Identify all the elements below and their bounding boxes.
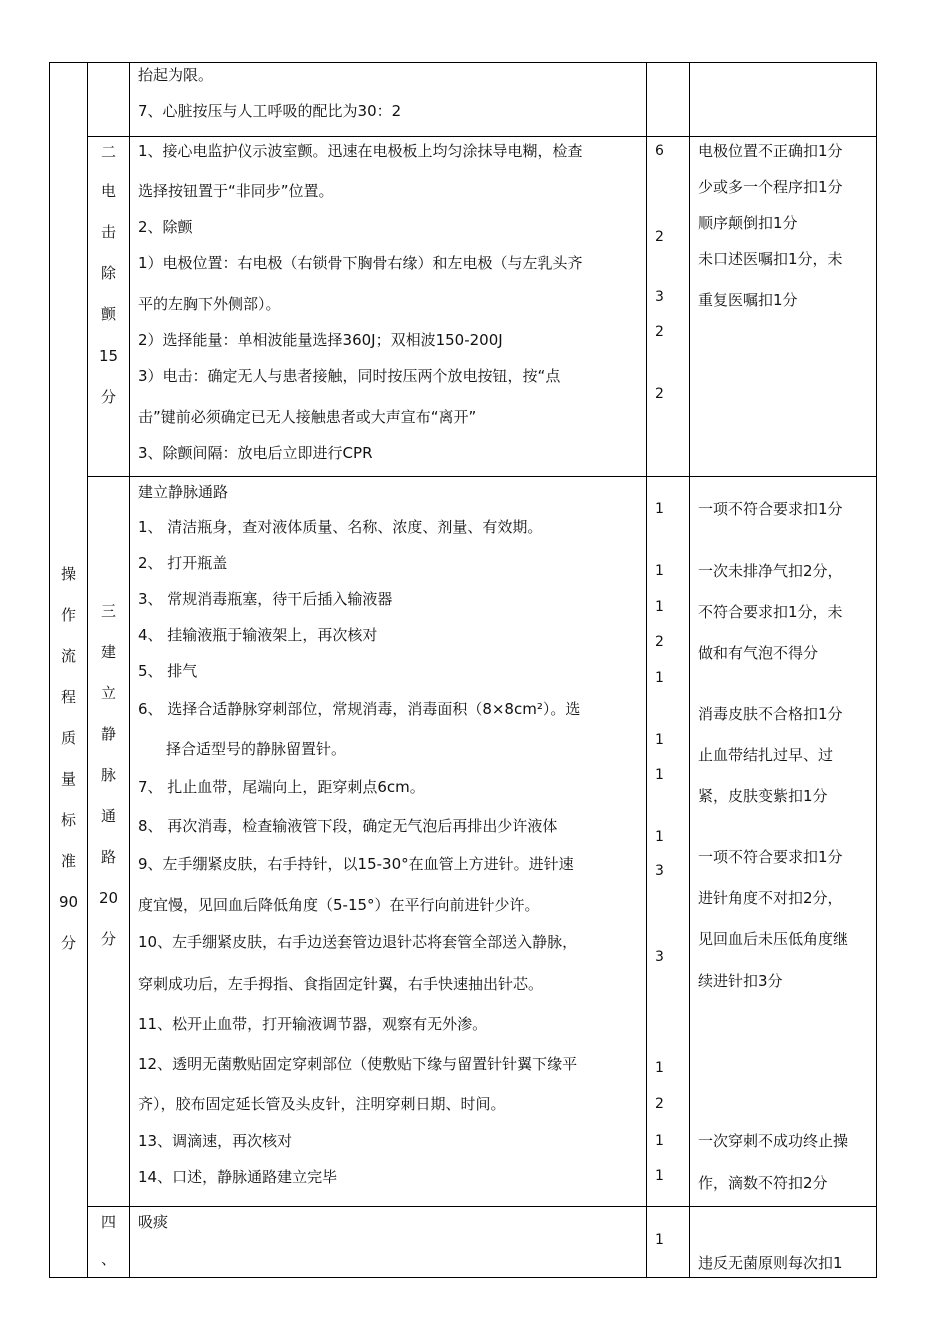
score-value: 1 bbox=[655, 1168, 664, 1184]
deduction-line: 一项不符合要求扣1分 bbox=[698, 848, 843, 866]
deduction-line: 顺序颠倒扣1分 bbox=[698, 214, 798, 232]
score-value: 1 bbox=[655, 1060, 664, 1076]
score-value: 1 bbox=[655, 1133, 664, 1149]
content-line: 2、除颤 bbox=[138, 218, 193, 236]
section-title-char: 除 bbox=[100, 264, 116, 282]
score-value: 2 bbox=[655, 386, 664, 402]
table-right-border bbox=[876, 62, 877, 1278]
content-line: 择合适型号的静脉留置针。 bbox=[166, 740, 347, 758]
col-divider-2 bbox=[129, 62, 130, 1278]
row-divider-3 bbox=[87, 1206, 877, 1207]
deduction-line: 紧，皮肤变紫扣1分 bbox=[698, 787, 828, 805]
content-line: 7、心脏按压与人工呼吸的配比为30：2 bbox=[138, 102, 402, 120]
content-line: 5、 排气 bbox=[138, 662, 198, 680]
content-line: 14、口述，静脉通路建立完毕 bbox=[138, 1168, 338, 1186]
content-line: 10、左手绷紧皮肤，右手边送套管边退针芯将套管全部送入静脉， bbox=[138, 933, 578, 951]
section-title-char: 击 bbox=[100, 223, 116, 241]
score-value: 1 bbox=[655, 599, 664, 615]
category-char: 作 bbox=[60, 606, 76, 624]
deduction-line: 违反无菌原则每次扣1 bbox=[698, 1254, 843, 1272]
deduction-line: 重复医嘱扣1分 bbox=[698, 291, 798, 309]
section-title-char: 脉 bbox=[100, 766, 116, 784]
section-title-char: 建 bbox=[100, 643, 116, 661]
section-title-char: 分 bbox=[100, 388, 116, 406]
category-char: 程 bbox=[60, 688, 76, 706]
section-title-char: 四 bbox=[100, 1213, 116, 1231]
content-line: 3、 常规消毒瓶塞，待干后插入输液器 bbox=[138, 590, 393, 608]
deduction-line: 见回血后未压低角度继 bbox=[698, 930, 849, 948]
content-line: 吸痰 bbox=[138, 1213, 169, 1231]
score-value: 3 bbox=[655, 863, 664, 879]
content-line: 6、 选择合适静脉穿刺部位，常规消毒，消毒面积（8×8cm²）。选 bbox=[138, 700, 581, 718]
section-title-char: 三 bbox=[100, 602, 116, 620]
col-divider-1 bbox=[87, 62, 88, 1278]
section-title-char: 二 bbox=[100, 143, 116, 161]
score-value: 1 bbox=[655, 501, 664, 517]
score-value: 2 bbox=[655, 229, 664, 245]
content-line: 抬起为限。 bbox=[138, 66, 214, 84]
score-value: 6 bbox=[655, 143, 664, 159]
deduction-line: 止血带结扎过早、过 bbox=[698, 746, 834, 764]
content-line: 4、 挂输液瓶于输液架上，再次核对 bbox=[138, 626, 378, 644]
content-line: 3、除颤间隔：放电后立即进行CPR bbox=[138, 444, 373, 462]
content-line: 平的左胸下外侧部）。 bbox=[138, 295, 281, 313]
col-divider-3 bbox=[646, 62, 647, 1278]
deduction-line: 一项不符合要求扣1分 bbox=[698, 500, 843, 518]
section-title-char: 立 bbox=[100, 684, 116, 702]
category-char: 量 bbox=[60, 770, 76, 788]
section-title-char: 15 bbox=[98, 347, 119, 365]
score-value: 1 bbox=[655, 732, 664, 748]
deduction-line: 一次穿刺不成功终止操 bbox=[698, 1132, 849, 1150]
score-value: 2 bbox=[655, 634, 664, 650]
row-divider-1 bbox=[87, 136, 877, 137]
deduction-line: 做和有气泡不得分 bbox=[698, 644, 819, 662]
deduction-line: 不符合要求扣1分，未 bbox=[698, 603, 843, 621]
score-value: 3 bbox=[655, 949, 664, 965]
category-char: 操 bbox=[60, 565, 76, 583]
deduction-line: 一次未排净气扣2分， bbox=[698, 562, 843, 580]
content-line: 13、调滴速，再次核对 bbox=[138, 1132, 293, 1150]
category-char: 准 bbox=[60, 852, 76, 870]
table-bottom-border bbox=[49, 1277, 877, 1278]
deduction-line: 作，滴数不符扣2分 bbox=[698, 1174, 828, 1192]
score-value: 2 bbox=[655, 324, 664, 340]
section-title-char: 路 bbox=[100, 848, 116, 866]
category-char: 90 bbox=[58, 893, 79, 911]
section-title-char: 、 bbox=[100, 1250, 116, 1268]
content-line: 建立静脉通路 bbox=[138, 483, 229, 501]
section-title-char: 电 bbox=[100, 182, 116, 200]
deduction-line: 续进针扣3分 bbox=[698, 972, 783, 990]
section-title-char: 静 bbox=[100, 725, 116, 743]
section-title-char: 通 bbox=[100, 807, 116, 825]
content-line: 选择按钮置于“非同步”位置。 bbox=[138, 182, 334, 200]
score-value: 1 bbox=[655, 1232, 664, 1248]
score-value: 1 bbox=[655, 829, 664, 845]
content-line: 齐），胶布固定延长管及头皮针，注明穿刺日期、时间。 bbox=[138, 1095, 506, 1113]
section-title-char: 分 bbox=[100, 930, 116, 948]
score-value: 1 bbox=[655, 670, 664, 686]
content-line: 8、 再次消毒，检查输液管下段，确定无气泡后再排出少许液体 bbox=[138, 817, 558, 835]
deduction-line: 消毒皮肤不合格扣1分 bbox=[698, 705, 843, 723]
content-line: 11、松开止血带，打开输液调节器，观察有无外渗。 bbox=[138, 1015, 488, 1033]
section-title-char: 20 bbox=[98, 889, 119, 907]
content-line: 2、 打开瓶盖 bbox=[138, 554, 228, 572]
content-line: 1、接心电监护仪示波室颤。迅速在电极板上均匀涂抹导电糊，检查 bbox=[138, 142, 583, 160]
category-char: 流 bbox=[60, 647, 76, 665]
content-line: 穿刺成功后，左手拇指、食指固定针翼，右手快速抽出针芯。 bbox=[138, 975, 544, 993]
content-line: 12、透明无菌敷贴固定穿刺部位（使敷贴下缘与留置针针翼下缘平 bbox=[138, 1055, 578, 1073]
score-value: 2 bbox=[655, 1096, 664, 1112]
row-divider-2 bbox=[87, 476, 877, 477]
content-line: 1、 清洁瓶身，查对液体质量、名称、浓度、剂量、有效期。 bbox=[138, 518, 543, 536]
col-divider-4 bbox=[689, 62, 690, 1278]
content-line: 1）电极位置：右电极（右锁骨下胸骨右缘）和左电极（与左乳头齐 bbox=[138, 254, 583, 272]
score-value: 1 bbox=[655, 767, 664, 783]
category-char: 标 bbox=[60, 811, 76, 829]
category-char: 质 bbox=[60, 729, 76, 747]
category-char: 分 bbox=[60, 934, 76, 952]
section-title-char: 颤 bbox=[100, 305, 116, 323]
content-line: 3）电击：确定无人与患者接触，同时按压两个放电按钮，按“点 bbox=[138, 367, 561, 385]
deduction-line: 少或多一个程序扣1分 bbox=[698, 178, 843, 196]
content-line: 7、 扎止血带，尾端向上，距穿刺点6cm。 bbox=[138, 778, 425, 796]
deduction-line: 电极位置不正确扣1分 bbox=[698, 142, 843, 160]
table-top-border bbox=[49, 62, 877, 63]
content-line: 2）选择能量：单相波能量选择360J；双相波150-200J bbox=[138, 331, 503, 349]
content-line: 击”键前必须确定已无人接触患者或大声宣布“离开” bbox=[138, 408, 477, 426]
content-line: 度宜慢，见回血后降低角度（5-15°）在平行向前进针少许。 bbox=[138, 896, 540, 914]
deduction-line: 进针角度不对扣2分， bbox=[698, 889, 843, 907]
table-left-border bbox=[49, 62, 50, 1278]
score-value: 3 bbox=[655, 289, 664, 305]
deduction-line: 未口述医嘱扣1分，未 bbox=[698, 250, 843, 268]
content-line: 9、左手绷紧皮肤，右手持针，以15-30°在血管上方进针。进针速 bbox=[138, 855, 574, 873]
score-value: 1 bbox=[655, 563, 664, 579]
